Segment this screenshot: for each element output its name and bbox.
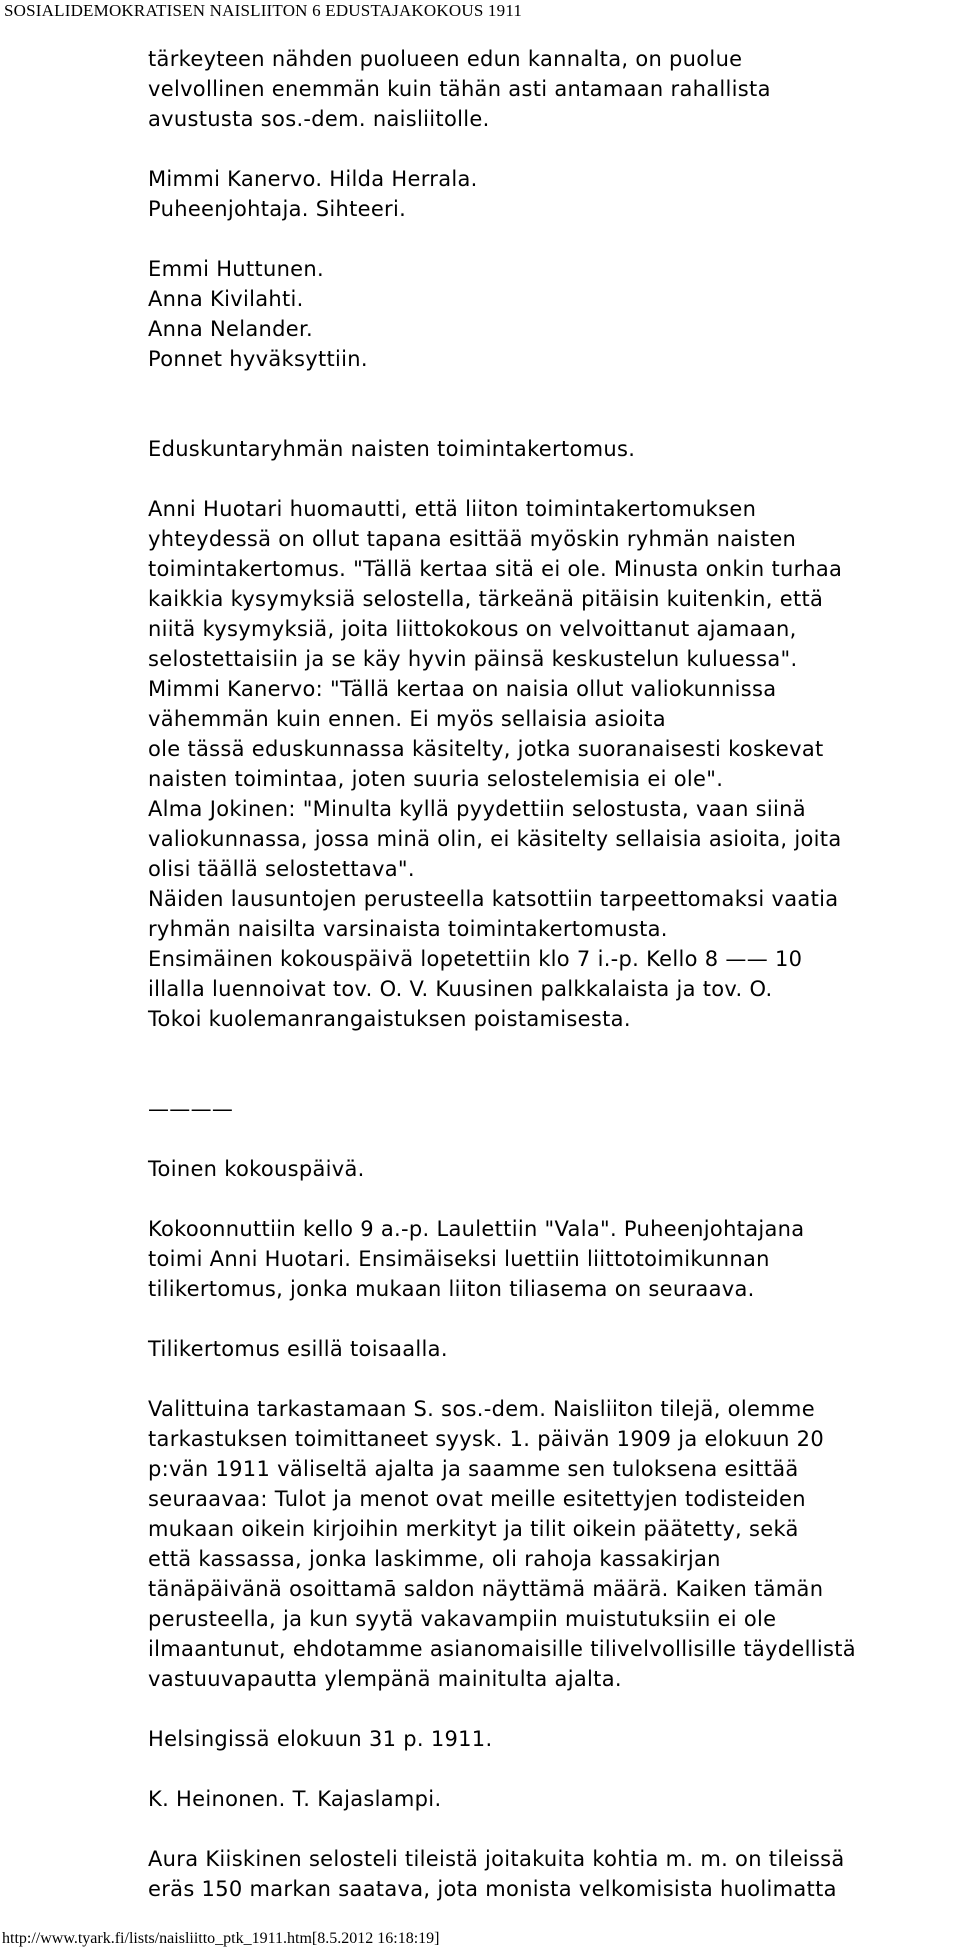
section-heading-report: Eduskuntaryhmän naisten toimintakertomus. (148, 437, 636, 461)
paragraph-opening: Kokoonnuttiin kello 9 a.-p. Laulettiin "Vala". Puheenjohtajana toimi Anni Huotari. Ensimäiseksi luettiin liittotoimikunnan tilikertomus, jonka mukaan liiton tiliasema on seuraava. (148, 1217, 805, 1301)
paragraph-discussion: Anni Huotari huomautti, että liiton toimintakertomuksen yhteydessä on ollut tapana esittää myöskin ryhmän naisten toimintakertomus. "Tällä kertaa sitä ei ole. Minusta onkin turhaa kaikkia kysymyksiä selostella, tärkeänä pitäisin kuitenkin, että niitä kysymyksiä, joita liittokokous on velvoittanut ajamaan, selostettaisiin ja se käy hyvin päinsä keskustelun kuluessa". Mimmi Kanervo: "Tällä kertaa on naisia ollut valiokunnissa vähemmän kuin ennen. Ei myös sellaisia asioita ole tässä eduskunnassa käsitelty, jotka suoranaisesti koskevat naisten toimintaa, joten suuria selostelemisia ei ole". Alma Jokinen: "Minulta kyllä pyydettiin selostusta, vaan siinä valiokunnassa, jossa minä olin, ei käsitelty sellaisia asioita, joita olisi täällä selostettava". Näiden lausuntojen perusteella katsottiin tarpeettomaksi vaatia ryhmän naisilta varsinaista toimintakertomusta. Ensimäinen kokouspäivä lopetettiin klo 7 i.-p. Kello 8 —— 10 illalla luennoivat tov. O. V. Kuusinen palkkalaista ja tov. O. Tokoi kuolemanrangaistuksen poistamisesta. (148, 497, 843, 1031)
page-footer-url: http://www.tyark.fi/lists/naisliitto_ptk_1911.htm[8.5.2012 16:18:19] (2, 1930, 440, 1947)
paragraph-accounts-note: Tilikertomus esillä toisaalla. (148, 1337, 448, 1361)
paragraph-place-date: Helsingissä elokuun 31 p. 1911. (148, 1727, 493, 1751)
signatures-chair-secretary: Mimmi Kanervo. Hilda Herrala. Puheenjohtaja. Sihteeri. (148, 167, 478, 221)
signatures-auditors: K. Heinonen. T. Kajaslampi. (148, 1787, 442, 1811)
signatures-members: Emmi Huttunen. Anna Kivilahti. Anna Nelander. Ponnet hyväksyttiin. (148, 257, 368, 371)
section-heading-second-day: Toinen kokouspäivä. (148, 1157, 365, 1181)
separator-line: ———— (148, 1097, 234, 1121)
page-header: SOSIALIDEMOKRATISEN NAISLIITON 6 EDUSTAJAKOKOUS 1911 (4, 1, 523, 20)
document-body (148, 44, 948, 1904)
paragraph-intro: tärkeyteen nähden puolueen edun kannalta, on puolue velvollinen enemmän kuin tähän asti antamaan rahallista avustusta sos.-dem. naisliitolle. (148, 47, 771, 131)
paragraph-audit: Valittuina tarkastamaan S. sos.-dem. Naisliiton tilejä, olemme tarkastuksen toimittaneet syysk. 1. päivän 1909 ja elokuun 20 p:vän 1911 väliseltä ajalta ja saamme sen tuloksena esittää seuraavaa: Tulot ja menot ovat meille esitettyjen todisteiden mukaan oikein kirjoihin merkityt ja tilit oikein päätetty, sekä että kassassa, jonka laskimme, oli rahoja kassakirjan tänäpäivänä osoittamā saldon näyttämä määrä. Kaiken tämän perusteella, ja kun syytä vakavampiin muistutuksiin ei ole ilmaantunut, ehdotamme asianomaisille tilivelvollisille täydellistä vastuuvapautta ylempänä mainitulta ajalta. (148, 1397, 856, 1691)
paragraph-closing: Aura Kiiskinen selosteli tileistä joitakuita kohtia m. m. on tileissä eräs 150 markan saatava, jota monista velkomisista huolimatta (148, 1847, 845, 1901)
